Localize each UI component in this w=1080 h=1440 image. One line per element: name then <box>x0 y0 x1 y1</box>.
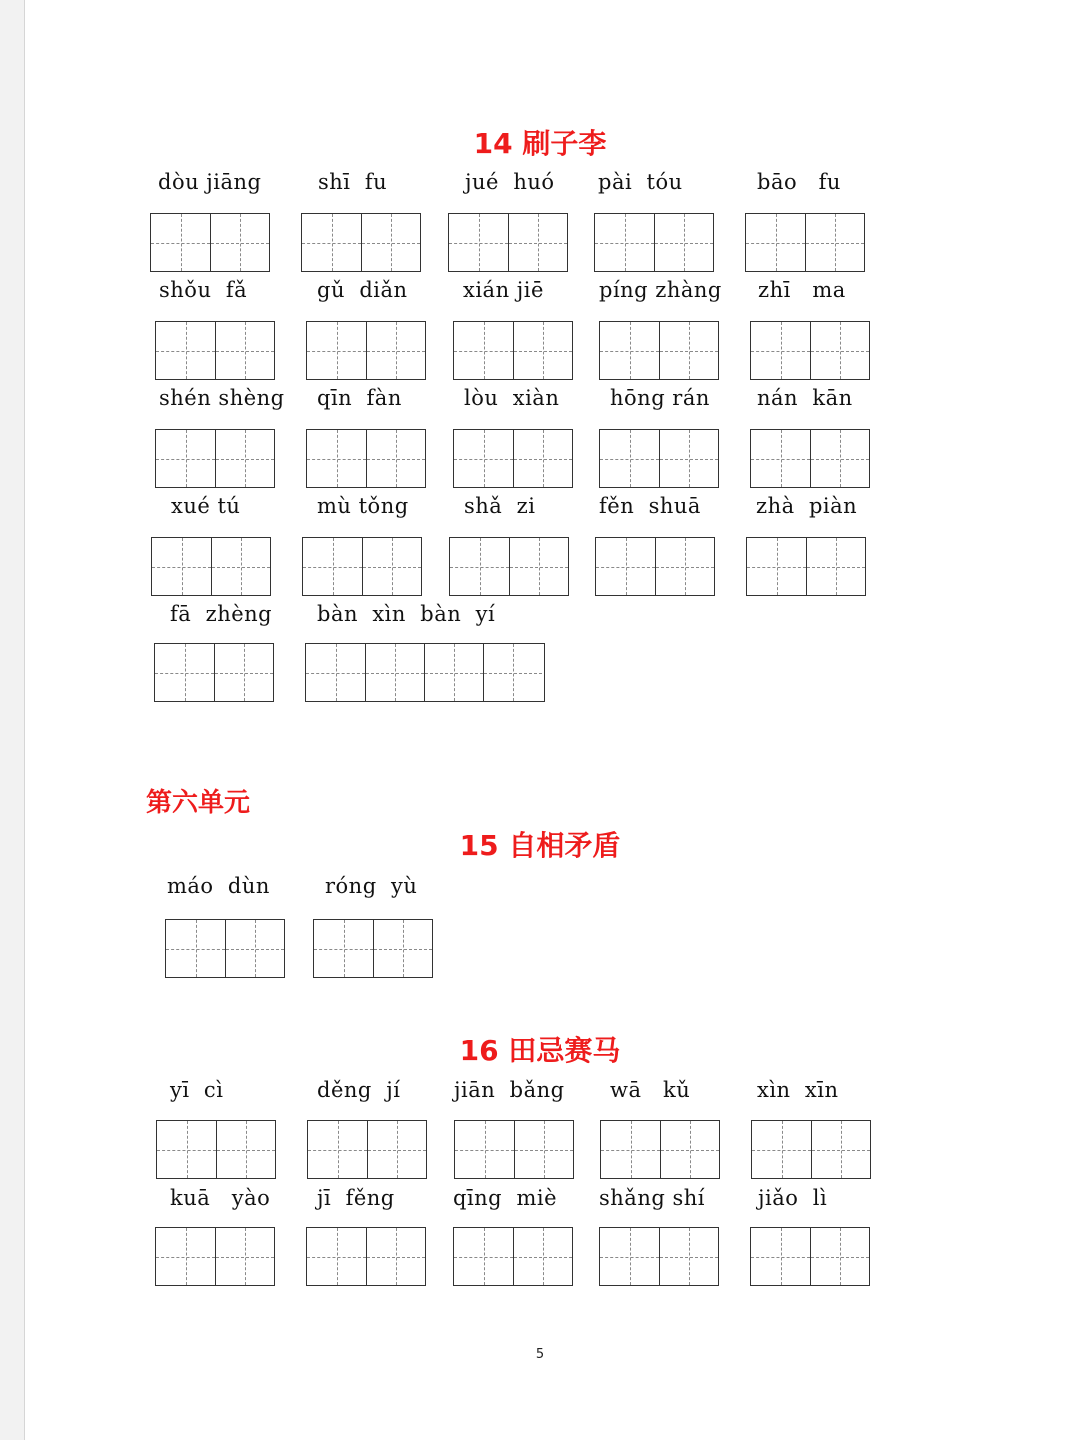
writing-cell[interactable] <box>751 322 810 379</box>
writing-cell[interactable] <box>155 644 214 701</box>
writing-grid[interactable] <box>306 429 426 488</box>
lesson-15-title: 15 自相矛盾 <box>459 829 621 862</box>
writing-cell[interactable] <box>303 538 362 595</box>
page-left-edge <box>0 0 25 1440</box>
writing-grid[interactable] <box>750 1227 870 1286</box>
writing-cell[interactable] <box>366 1228 425 1285</box>
pinyin-label: děng jí <box>317 1078 401 1102</box>
writing-grid[interactable] <box>453 429 573 488</box>
writing-cell[interactable] <box>156 430 215 487</box>
writing-grid[interactable] <box>599 1227 719 1286</box>
writing-cell[interactable] <box>655 538 714 595</box>
writing-cell[interactable] <box>601 1121 660 1178</box>
pinyin-label: jī fěng <box>317 1186 395 1210</box>
pinyin-label: píng zhàng <box>599 278 722 302</box>
pinyin-label: yī cì <box>170 1078 224 1102</box>
writing-grid[interactable] <box>302 537 422 596</box>
lesson-16-title: 16 田忌赛马 <box>459 1034 621 1067</box>
writing-cell[interactable] <box>810 1228 869 1285</box>
pinyin-label: hōng rán <box>610 386 710 410</box>
pinyin-label: róng yù <box>325 874 418 898</box>
writing-cell[interactable] <box>483 644 542 701</box>
pinyin-label: shén shèng <box>159 386 285 410</box>
page-number: 5 <box>535 1347 545 1362</box>
writing-cell[interactable] <box>151 214 210 271</box>
writing-grid[interactable] <box>594 213 714 272</box>
writing-cell[interactable] <box>805 214 864 271</box>
pinyin-label: qīn fàn <box>317 386 402 410</box>
writing-grid[interactable] <box>453 1227 573 1286</box>
pinyin-label: lòu xiàn <box>464 386 560 410</box>
writing-cell[interactable] <box>600 1228 659 1285</box>
pinyin-label: xué tú <box>171 494 241 518</box>
writing-cell[interactable] <box>454 322 513 379</box>
writing-cell[interactable] <box>659 430 718 487</box>
writing-cell[interactable] <box>751 1228 810 1285</box>
writing-cell[interactable] <box>307 1228 366 1285</box>
writing-cell[interactable] <box>513 1228 572 1285</box>
pinyin-label: fā zhèng <box>170 602 273 626</box>
writing-cell[interactable] <box>366 322 425 379</box>
pinyin-label: shǒu fǎ <box>159 278 248 302</box>
pinyin-label: shǎ zi <box>464 494 536 518</box>
writing-grid[interactable] <box>745 213 865 272</box>
pinyin-label: nán kān <box>757 386 853 410</box>
pinyin-label: mù tǒng <box>317 494 409 518</box>
unit-title: 第六单元 <box>146 788 251 818</box>
pinyin-label: zhī ma <box>758 278 846 302</box>
writing-grid[interactable] <box>453 321 573 380</box>
pinyin-label: máo dùn <box>167 874 270 898</box>
writing-grid[interactable] <box>746 537 866 596</box>
writing-cell[interactable] <box>514 1121 573 1178</box>
writing-cell[interactable] <box>424 644 483 701</box>
writing-grid[interactable] <box>165 919 285 978</box>
writing-grid[interactable] <box>313 919 433 978</box>
writing-grid[interactable] <box>600 1120 720 1179</box>
writing-cell[interactable] <box>362 538 421 595</box>
writing-grid[interactable] <box>307 1120 427 1179</box>
writing-cell[interactable] <box>450 538 509 595</box>
writing-cell[interactable] <box>659 322 718 379</box>
pinyin-label: bàn xìn bàn yí <box>317 602 496 626</box>
writing-cell[interactable] <box>367 1121 426 1178</box>
pinyin-label: xìn xīn <box>757 1078 839 1102</box>
writing-cell[interactable] <box>509 538 568 595</box>
writing-cell[interactable] <box>454 1228 513 1285</box>
writing-cell[interactable] <box>365 644 424 701</box>
writing-cell[interactable] <box>156 1228 215 1285</box>
writing-grid[interactable] <box>751 1120 871 1179</box>
writing-cell[interactable] <box>654 214 713 271</box>
writing-grid[interactable] <box>155 429 275 488</box>
pinyin-label: kuā yào <box>170 1186 271 1210</box>
writing-cell[interactable] <box>449 214 508 271</box>
pinyin-label: xián jiē <box>463 278 544 302</box>
pinyin-label: jiǎo lì <box>758 1186 828 1210</box>
writing-grid[interactable] <box>306 321 426 380</box>
writing-cell[interactable] <box>508 214 567 271</box>
pinyin-label: qīng miè <box>453 1186 558 1210</box>
writing-grid[interactable] <box>454 1120 574 1179</box>
writing-cell[interactable] <box>660 1121 719 1178</box>
writing-cell[interactable] <box>811 1121 870 1178</box>
writing-grid[interactable] <box>750 321 870 380</box>
writing-cell[interactable] <box>366 430 425 487</box>
writing-cell[interactable] <box>747 538 806 595</box>
writing-cell[interactable] <box>455 1121 514 1178</box>
writing-cell[interactable] <box>214 644 273 701</box>
writing-cell[interactable] <box>215 430 274 487</box>
writing-cell[interactable] <box>600 430 659 487</box>
writing-cell[interactable] <box>216 1121 275 1178</box>
pinyin-label: bāo fu <box>757 170 841 194</box>
writing-grid[interactable] <box>156 1120 276 1179</box>
writing-grid[interactable] <box>151 537 271 596</box>
pinyin-label: jiān bǎng <box>454 1078 565 1102</box>
writing-grid[interactable] <box>155 1227 275 1286</box>
writing-cell[interactable] <box>302 214 361 271</box>
pinyin-label: zhà piàn <box>756 494 858 518</box>
writing-cell[interactable] <box>752 1121 811 1178</box>
writing-cell[interactable] <box>659 1228 718 1285</box>
writing-cell[interactable] <box>156 322 215 379</box>
writing-cell[interactable] <box>225 920 284 977</box>
writing-grid[interactable] <box>301 213 421 272</box>
writing-cell[interactable] <box>210 214 269 271</box>
lesson-14-title: 14 刷子李 <box>473 127 607 160</box>
writing-grid[interactable] <box>595 537 715 596</box>
writing-cell[interactable] <box>806 538 865 595</box>
writing-cell[interactable] <box>810 430 869 487</box>
writing-cell[interactable] <box>746 214 805 271</box>
writing-cell[interactable] <box>600 322 659 379</box>
writing-cell[interactable] <box>211 538 270 595</box>
writing-cell[interactable] <box>361 214 420 271</box>
writing-cell[interactable] <box>373 920 432 977</box>
pinyin-label: shī fu <box>318 170 388 194</box>
writing-grid[interactable] <box>305 643 545 702</box>
writing-cell[interactable] <box>810 322 869 379</box>
writing-grid[interactable] <box>599 429 719 488</box>
writing-cell[interactable] <box>307 322 366 379</box>
pinyin-label: fěn shuā <box>599 494 701 518</box>
writing-grid[interactable] <box>150 213 270 272</box>
writing-cell[interactable] <box>307 430 366 487</box>
pinyin-label: gǔ diǎn <box>317 278 408 302</box>
writing-cell[interactable] <box>314 920 373 977</box>
writing-cell[interactable] <box>513 430 572 487</box>
pinyin-label: shǎng shí <box>599 1186 705 1210</box>
writing-cell[interactable] <box>157 1121 216 1178</box>
pinyin-label: pài tóu <box>598 170 683 194</box>
writing-cell[interactable] <box>306 644 365 701</box>
writing-cell[interactable] <box>595 214 654 271</box>
pinyin-label: wā kǔ <box>610 1078 691 1102</box>
writing-cell[interactable] <box>215 1228 274 1285</box>
writing-cell[interactable] <box>152 538 211 595</box>
writing-cell[interactable] <box>166 920 225 977</box>
writing-grid[interactable] <box>449 537 569 596</box>
writing-grid[interactable] <box>448 213 568 272</box>
writing-cell[interactable] <box>751 430 810 487</box>
writing-grid[interactable] <box>306 1227 426 1286</box>
writing-cell[interactable] <box>596 538 655 595</box>
writing-grid[interactable] <box>155 321 275 380</box>
pinyin-label: dòu jiāng <box>158 170 262 194</box>
writing-grid[interactable] <box>599 321 719 380</box>
writing-grid[interactable] <box>154 643 274 702</box>
writing-cell[interactable] <box>454 430 513 487</box>
writing-grid[interactable] <box>750 429 870 488</box>
pinyin-label: jué huó <box>465 170 555 194</box>
writing-cell[interactable] <box>215 322 274 379</box>
writing-cell[interactable] <box>308 1121 367 1178</box>
writing-cell[interactable] <box>513 322 572 379</box>
